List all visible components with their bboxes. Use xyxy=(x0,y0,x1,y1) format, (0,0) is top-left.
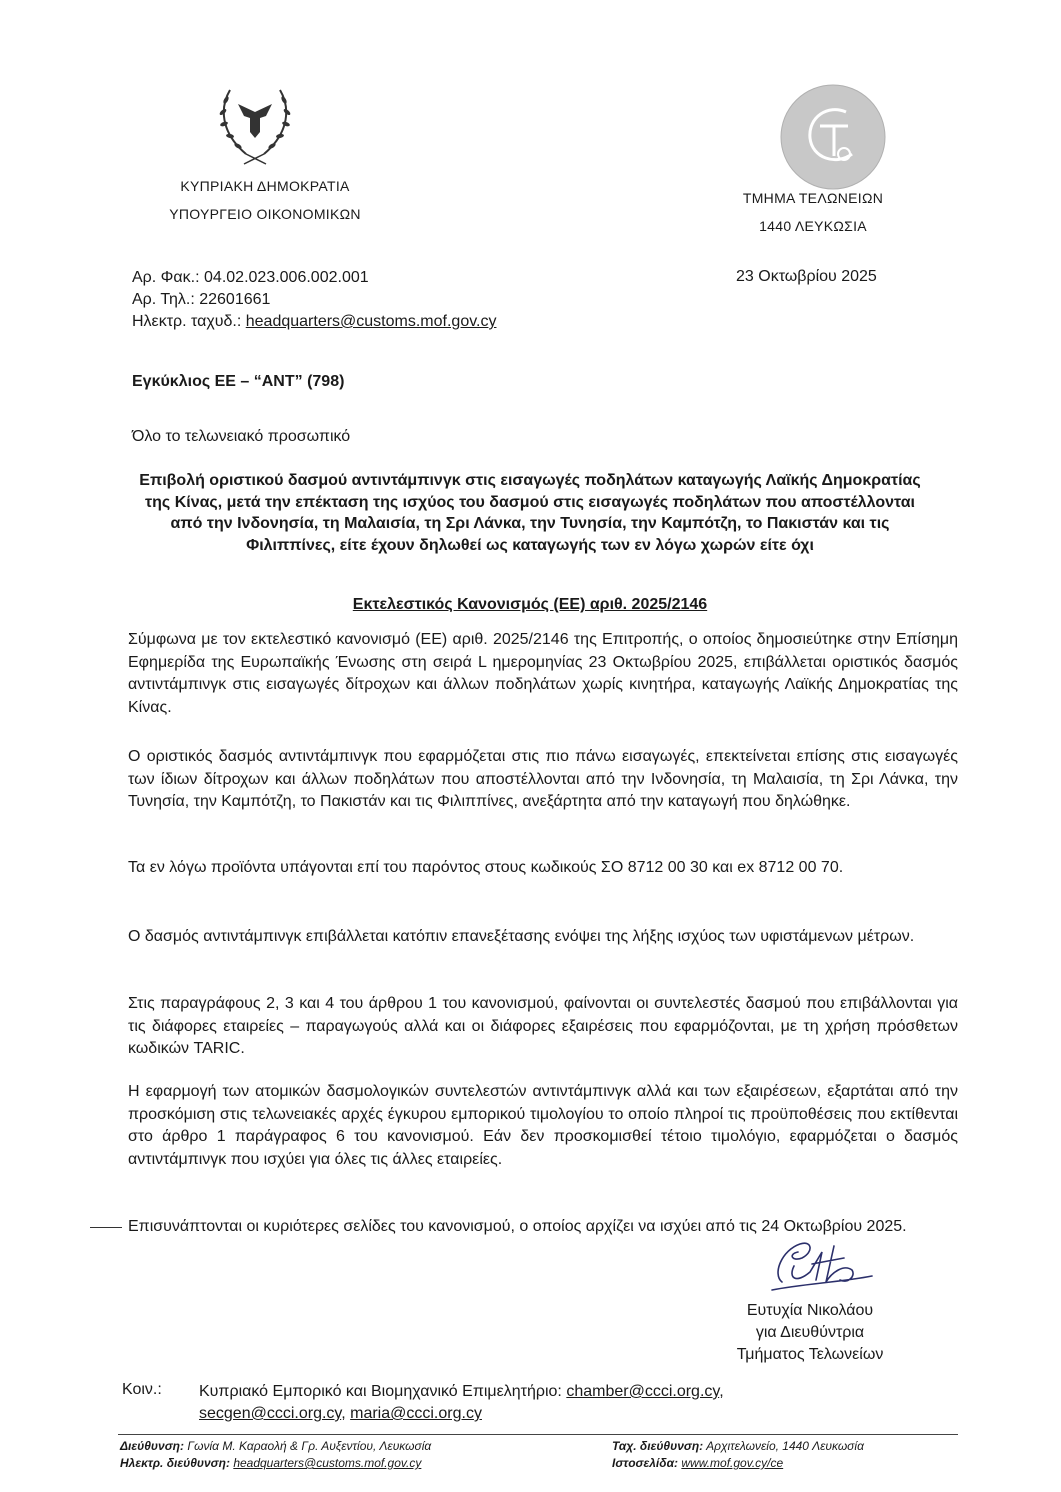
paragraph-6: Η εφαρμογή των ατομικών δασμολογικών συντελεστών αντιντάμπινγκ αλλά και των εξαιρέσεων, εξαρτάται από την προσκόμιση στις τελωνειακές αρχές έγκυρου εμπορικού τιμολογίου το οποίο πληροί τις προϋποθέσεις που εκτίθενται στο άρθρο 1 παράγραφος 6 του κανονισμού. Εάν δεν προσκομισθεί τέτοιο τιμολόγιο, εφαρμόζεται ο δασμός αντιντάμπινγκ που ισχύει για όλες τις άλλες εταιρείες. xyxy=(128,1083,958,1168)
subject-heading: Επιβολή οριστικού δασμού αντιντάμπινγκ στις εισαγωγές ποδηλάτων καταγωγής Λαϊκής Δημοκρατίας της Κίνας, μετά την επέκταση της ισχύος του δασμού στις εισαγωγές ποδηλάτων που αποστέλλονται από την Ινδονησία, τη Μαλαισία, τη Σρι Λάνκα, την Τυνησία, την Καμπότζη, το Πακιστάν και τις Φιλιππίνες, είτε έχουν δηλωθεί ως καταγωγής των εν λόγω χωρών είτε όχι xyxy=(139,472,921,554)
header-ministry: ΥΠΟΥΡΓΕΙΟ ΟΙΚΟΝΟΜΙΚΩΝ xyxy=(169,206,361,222)
phone-reference xyxy=(132,289,270,311)
paragraph-1: Σύμφωνα με τον εκτελεστικό κανονισμό (ΕΕ) αριθ. 2025/2146 της Επιτροπής, ο οποίος δημοσιεύτηκε στην Επίσημη Εφημερίδα της Ευρωπαϊκής Ένωσης στη σειρά L ημερομηνίας 23 Οκτωβρίου 2025, επιβάλλεται οριστικός δασμός αντιντάμπινγκ στις εισαγωγές δίτροχων και άλλων ποδηλάτων χωρίς κινητήρα, καταγωγής Λαϊκής Δημοκρατίας της Κίνας. xyxy=(128,631,958,716)
footer-postal-label: Ταχ. διεύθυνση: xyxy=(612,1439,704,1453)
email-reference xyxy=(132,311,496,333)
customs-department-seal-icon xyxy=(778,82,888,192)
cc-email-maria[interactable]: maria@ccci.org.cy xyxy=(350,1405,482,1422)
signer-block xyxy=(700,1300,920,1366)
signer-role: για Διευθύντρια xyxy=(755,1324,865,1341)
footer-website xyxy=(612,1455,783,1472)
cc-recipients xyxy=(199,1381,899,1425)
header-city: 1440 ΛΕΥΚΩΣΙΑ xyxy=(759,218,867,234)
paragraph-3: Τα εν λόγω προϊόντα υπάγονται επί του παρόντος στους κωδικούς ΣΟ 8712 00 30 και ex 8712 00 70. xyxy=(128,859,844,876)
circular-title: Εγκύκλιος ΕΕ – “ΑΝΤ” (798) xyxy=(132,373,345,390)
signer-name: Ευτυχία Νικολάου xyxy=(746,1302,874,1319)
paragraph-5: Στις παραγράφους 2, 3 και 4 του άρθρου 1 του κανονισμού, φαίνονται οι συντελεστές δασμού που επιβάλλονται για τις διάφορες εταιρείες – παραγωγούς αλλά και οι διάφορες εξαιρέσεις που εφαρμόζονται, με τη χρήση πρόσθετων κωδικών TARIC. xyxy=(128,995,958,1057)
cc-label: Κοιν.: xyxy=(122,1381,162,1398)
cyprus-coat-of-arms-icon xyxy=(208,82,302,166)
file-reference-value: 04.02.023.006.002.001 xyxy=(204,269,369,286)
cc-email-chamber[interactable]: chamber@ccci.org.cy xyxy=(566,1383,720,1400)
footer-address-value: Γωνία Μ. Καραολή & Γρ. Αυξεντίου, Λευκωσία xyxy=(187,1439,432,1453)
file-reference xyxy=(132,267,369,289)
footer-website-link[interactable]: www.mof.gov.cy/ce xyxy=(681,1456,784,1470)
paragraph-2: Ο οριστικός δασμός αντιντάμπινγκ που εφαρμόζεται στις πιο πάνω εισαγωγές, επεκτείνεται επίσης στις εισαγωγές των ίδιων δίτροχων και άλλων ποδηλάτων που αποστέλλονται από την Ινδονησία, τη Μαλαισία, τη Σρι Λάνκα, την Τυνησία, την Καμπότζη, το Πακιστάν και τις Φιλιππίνες, ανεξάρτητα από την καταγωγή που δηλώθηκε. xyxy=(128,748,958,810)
footer-address xyxy=(120,1438,431,1455)
addressee: Όλο το τελωνειακό προσωπικό xyxy=(132,428,351,445)
phone-label: Αρ. Τηλ.: xyxy=(132,291,195,308)
cc-organisation: Κυπριακό Εμπορικό και Βιομηχανικό Επιμελητήριο: xyxy=(199,1383,562,1400)
phone-value: 22601661 xyxy=(199,291,271,308)
footer-email-label: Ηλεκτρ. διεύθυνση: xyxy=(120,1456,230,1470)
file-reference-label: Αρ. Φακ.: xyxy=(132,269,200,286)
paragraph-4: Ο δασμός αντιντάμπινγκ επιβάλλεται κατόπιν επανεξέτασης ενόψει της λήξης ισχύος των υφιστάμενων μέτρων. xyxy=(128,928,915,945)
footer-divider xyxy=(118,1434,958,1435)
header-department: ΤΜΗΜΑ ΤΕΛΩΝΕΙΩΝ xyxy=(742,190,884,206)
cc-separator-2: , xyxy=(341,1405,346,1422)
footer-postal-value: Αρχιτελωνείο, 1440 Λευκωσία xyxy=(706,1439,864,1453)
signature xyxy=(752,1232,882,1296)
footer-email-link[interactable]: headquarters@customs.mof.gov.cy xyxy=(233,1456,422,1470)
paragraph-7: Επισυνάπτονται οι κυριότερες σελίδες του κανονισμού, ο οποίος αρχίζει να ισχύει από τις 24 Οκτωβρίου 2025. xyxy=(128,1218,907,1235)
cc-separator: , xyxy=(719,1383,724,1400)
signer-department: Τμήματος Τελωνείων xyxy=(736,1346,884,1363)
margin-mark xyxy=(90,1227,122,1228)
document-date: 23 Οκτωβρίου 2025 xyxy=(736,268,877,285)
footer-email xyxy=(120,1455,421,1472)
footer-website-label: Ιστοσελίδα: xyxy=(612,1456,679,1470)
footer-postal xyxy=(612,1438,864,1455)
email-link[interactable]: headquarters@customs.mof.gov.cy xyxy=(245,313,497,330)
header-country: ΚΥΠΡΙΑΚΗ ΔΗΜΟΚΡΑΤΙΑ xyxy=(180,178,350,194)
footer-address-label: Διεύθυνση: xyxy=(120,1439,184,1453)
email-label: Ηλεκτρ. ταχυδ.: xyxy=(132,313,242,330)
cc-email-secgen[interactable]: secgen@ccci.org.cy xyxy=(199,1405,342,1422)
regulation-heading: Εκτελεστικός Κανονισμός (ΕΕ) αριθ. 2025/2146 xyxy=(352,596,708,613)
